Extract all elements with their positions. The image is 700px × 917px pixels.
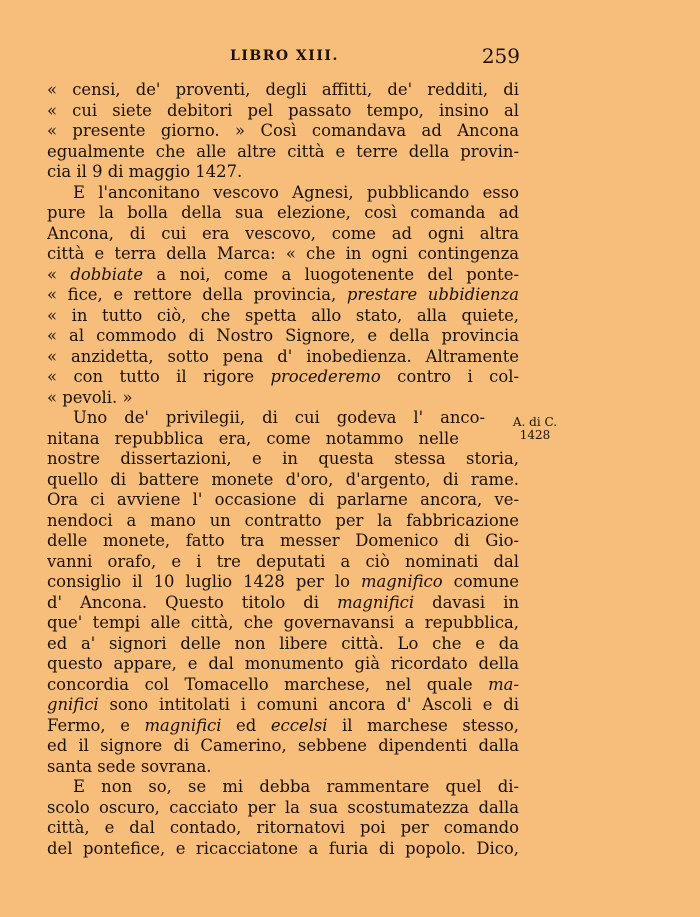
text-line: scolo oscuro, cacciato per la sua scostumatezza dalla bbox=[47, 797, 519, 817]
text-line: « dobbiate a noi, come a luogotenente del ponte- bbox=[47, 264, 519, 284]
text-line: « al commodo di Nostro Signore, e della provincia bbox=[47, 326, 519, 345]
text-line: nitana repubblica era, come notammo nelle bbox=[47, 428, 459, 448]
margin-note-label: A. di C. bbox=[512, 415, 558, 429]
body-text bbox=[47, 80, 519, 859]
text-line: nostre dissertazioni, e in questa stessa storia, bbox=[47, 449, 519, 468]
text-line: santa sede sovrana. bbox=[47, 756, 212, 776]
text-line: vanni orafo, e i tre deputati a ciò nominati dal bbox=[47, 551, 519, 571]
margin-note-year: 1428 bbox=[519, 428, 551, 442]
text-line: pure la bolla della sua elezione, così comanda ad bbox=[47, 203, 519, 222]
text-line: d' Ancona. Questo titolo di magnifici davasi in bbox=[47, 592, 519, 612]
text-line: nendoci a mano un contratto per la fabbricazione bbox=[47, 510, 519, 530]
page-number: 259 bbox=[481, 44, 520, 68]
text-line: « pevoli. » bbox=[47, 387, 133, 407]
text-line: città e terra della Marca: « che in ogni contingenza bbox=[47, 244, 519, 263]
text-line: delle monete, fatto tra messer Domenico di Gio- bbox=[47, 531, 519, 550]
text-line: consiglio il 10 luglio 1428 per lo magnifico comune bbox=[47, 572, 519, 591]
text-line: « anzidetta, sotto pena d' inobedienza. Altramente bbox=[47, 346, 519, 366]
text-line: Uno de' privilegii, di cui godeva l' anco- bbox=[73, 408, 485, 427]
text-line: « cui siete debitori pel passato tempo, insino al bbox=[47, 100, 519, 120]
text-line: cia il 9 di maggio 1427. bbox=[47, 162, 243, 181]
text-line: E l'anconitano vescovo Agnesi, pubblicando esso bbox=[73, 182, 519, 202]
text-line: Ancona, di cui era vescovo, come ad ogni altra bbox=[47, 223, 519, 243]
text-line: E non so, se mi debba rammentare quel di- bbox=[73, 777, 519, 796]
text-line: egualmente che alle altre città e terre della provin- bbox=[47, 141, 519, 161]
text-line: città, e dal contado, ritornatovi poi per comando bbox=[47, 818, 519, 837]
running-head bbox=[58, 44, 520, 68]
text-line: Ora ci avviene l' occasione di parlarne ancora, ve- bbox=[47, 490, 519, 509]
text-line: « fice, e rettore della provincia, prestare ubbidienza bbox=[47, 285, 519, 304]
chapter-title: LIBRO XIII. bbox=[230, 48, 339, 64]
text-line: « in tutto ciò, che spetta allo stato, alla quiete, bbox=[47, 305, 519, 325]
text-line: ed a' signori delle non libere città. Lo che e da bbox=[47, 633, 519, 653]
text-line: « censi, de' proventi, degli affitti, de' redditi, di bbox=[47, 80, 519, 99]
text-line: quello di battere monete d'oro, d'argento, di rame. bbox=[47, 469, 519, 489]
text-line: questo appare, e dal monumento già ricordato della bbox=[47, 654, 519, 673]
text-line: gnifici sono intitolati i comuni ancora d' Ascoli e di bbox=[47, 695, 519, 714]
text-line: ed il signore di Camerino, sebbene dipendenti dalla bbox=[47, 736, 519, 755]
text-line: del pontefice, e ricacciatone a furia di popolo. Dico, bbox=[47, 838, 519, 858]
text-line: « presente giorno. » Così comandava ad Ancona bbox=[47, 121, 519, 140]
text-line: « con tutto il rigore procederemo contro i col- bbox=[47, 367, 519, 386]
text-line: Fermo, e magnifici ed eccelsi il marchese stesso, bbox=[47, 715, 519, 735]
text-line: que' tempi alle città, che governavansi a repubblica, bbox=[47, 613, 519, 632]
text-line: concordia col Tomacello marchese, nel quale ma- bbox=[47, 674, 519, 694]
